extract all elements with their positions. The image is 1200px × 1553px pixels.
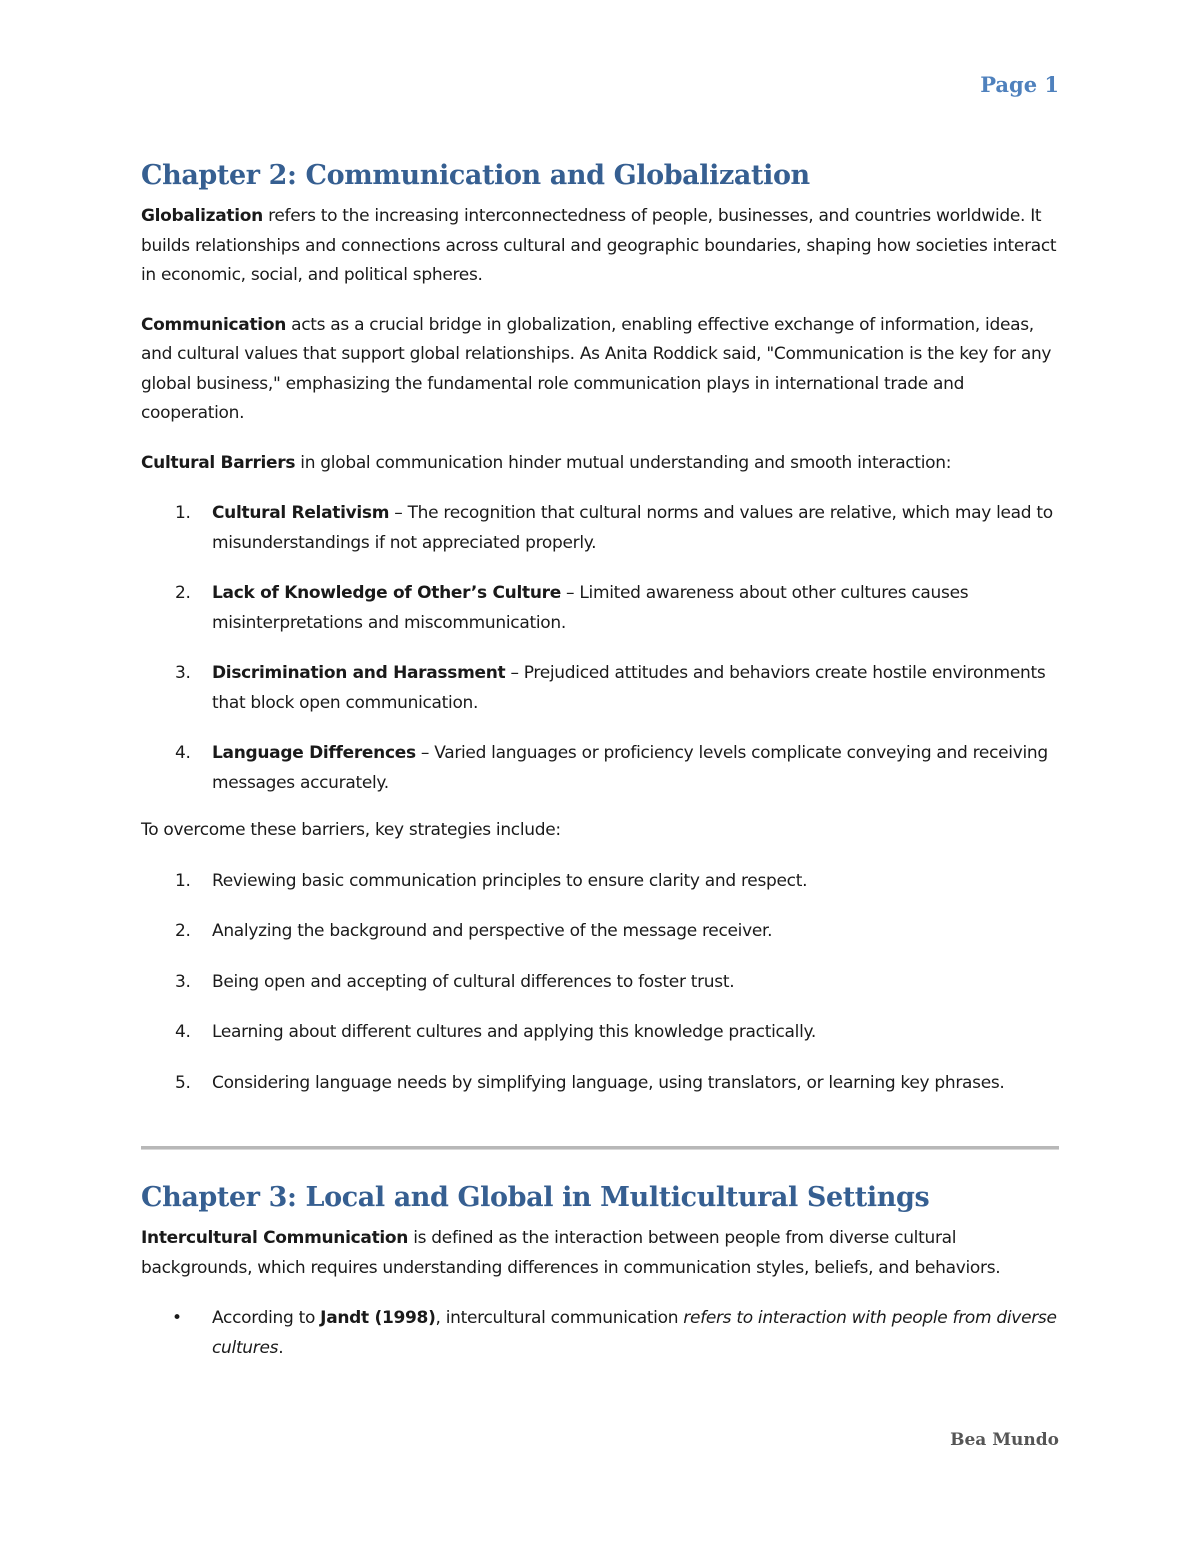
bullet-icon: • <box>172 1308 182 1328</box>
intercultural-text: is defined as the interaction between people from diverse cultural backgrounds, which requires understanding differences in communication styles, beliefs, and behaviors. <box>141 1228 1001 1278</box>
list-item <box>141 739 1059 798</box>
chapter-3-bullets <box>141 1304 1059 1363</box>
list-item <box>141 579 1059 638</box>
barrier-text: – Varied languages or proficiency levels complicate conveying and receiving messages accurately. <box>212 743 1048 793</box>
citation: Jandt (1998) <box>320 1308 436 1328</box>
section-divider <box>141 1146 1059 1149</box>
list-item <box>141 1304 1059 1363</box>
list-number: 2. <box>175 583 191 603</box>
strategy-text: Reviewing basic communication principles to ensure clarity and respect. <box>212 870 808 891</box>
barrier-term: Language Differences <box>212 743 416 763</box>
barriers-intro-paragraph <box>141 449 1059 479</box>
intercultural-paragraph <box>141 1224 1059 1283</box>
list-number: 5. <box>175 1072 191 1093</box>
barriers-intro-text: in global communication hinder mutual understanding and smooth interaction: <box>295 452 952 473</box>
list-item <box>141 499 1059 558</box>
list-item <box>141 1018 1059 1048</box>
page-number: Page 1 <box>980 72 1059 97</box>
intercultural-term: Intercultural Communication <box>141 1228 409 1248</box>
barrier-text: – Prejudiced attitudes and behaviors create hostile environments that block open communication. <box>212 663 1046 713</box>
list-number: 1. <box>175 503 191 523</box>
chapter-3-section <box>141 1180 1059 1363</box>
globalization-text: refers to the increasing interconnectedness of people, businesses, and countries worldwide. It builds relationships and connections across cultural and geographic boundaries, shaping how societies interact in economic, social, and political spheres. <box>141 206 1057 285</box>
author-footer: Bea Mundo <box>950 1430 1059 1450</box>
list-number: 3. <box>175 971 191 992</box>
communication-term: Communication <box>141 314 286 335</box>
strategy-text: Considering language needs by simplifying language, using translators, or learning key phrases. <box>212 1072 1005 1093</box>
chapter-3-title: Chapter 3: Local and Global in Multicultural Settings <box>141 1182 930 1213</box>
list-number: 4. <box>175 1022 191 1042</box>
strategies-intro: To overcome these barriers, key strategies include: <box>141 820 561 840</box>
list-item <box>141 867 1059 897</box>
communication-text: acts as a crucial bridge in globalization, enabling effective exchange of information, ideas, and cultural values that support global relationships. As Anita Roddick said, "Communication is the key for any global business," emphasizing the fundamental role communication plays in international trade and cooperation. <box>141 314 1052 423</box>
communication-paragraph <box>141 311 1059 429</box>
barrier-text: – The recognition that cultural norms and values are relative, which may lead to misunderstandings if not appreciated properly. <box>212 503 1053 553</box>
barrier-term: Discrimination and Harassment <box>212 663 506 683</box>
list-item <box>141 659 1059 718</box>
barrier-term: Cultural Relativism <box>212 503 390 523</box>
bullet-suffix: . <box>278 1337 284 1358</box>
bullet-prefix: According to <box>212 1308 321 1328</box>
chapter-2-title: Chapter 2: Communication and Globalization <box>141 160 810 191</box>
globalization-term: Globalization <box>141 206 263 226</box>
globalization-paragraph <box>141 202 1059 291</box>
barriers-list <box>141 499 1059 798</box>
strategy-text: Learning about different cultures and applying this knowledge practically. <box>212 1022 816 1042</box>
list-number: 2. <box>175 921 191 941</box>
barrier-text: – Limited awareness about other cultures causes misinterpretations and miscommunication. <box>212 583 969 633</box>
section-divider-wrap <box>141 1146 1059 1149</box>
list-number: 1. <box>175 870 191 891</box>
strategy-text: Being open and accepting of cultural differences to foster trust. <box>212 971 735 992</box>
strategy-text: Analyzing the background and perspective of the message receiver. <box>212 921 773 941</box>
chapter-2-section <box>141 158 1059 1098</box>
list-number: 3. <box>175 663 191 683</box>
strategies-list <box>141 867 1059 1099</box>
list-item <box>141 968 1059 998</box>
list-number: 4. <box>175 743 191 763</box>
barriers-term: Cultural Barriers <box>141 452 296 473</box>
definition-quote: refers to interaction with people from diverse cultures <box>212 1308 1057 1358</box>
list-item <box>141 1069 1059 1099</box>
list-item <box>141 917 1059 947</box>
barrier-term: Lack of Knowledge of Other’s Culture <box>212 583 561 603</box>
bullet-middle: , intercultural communication <box>435 1308 684 1328</box>
